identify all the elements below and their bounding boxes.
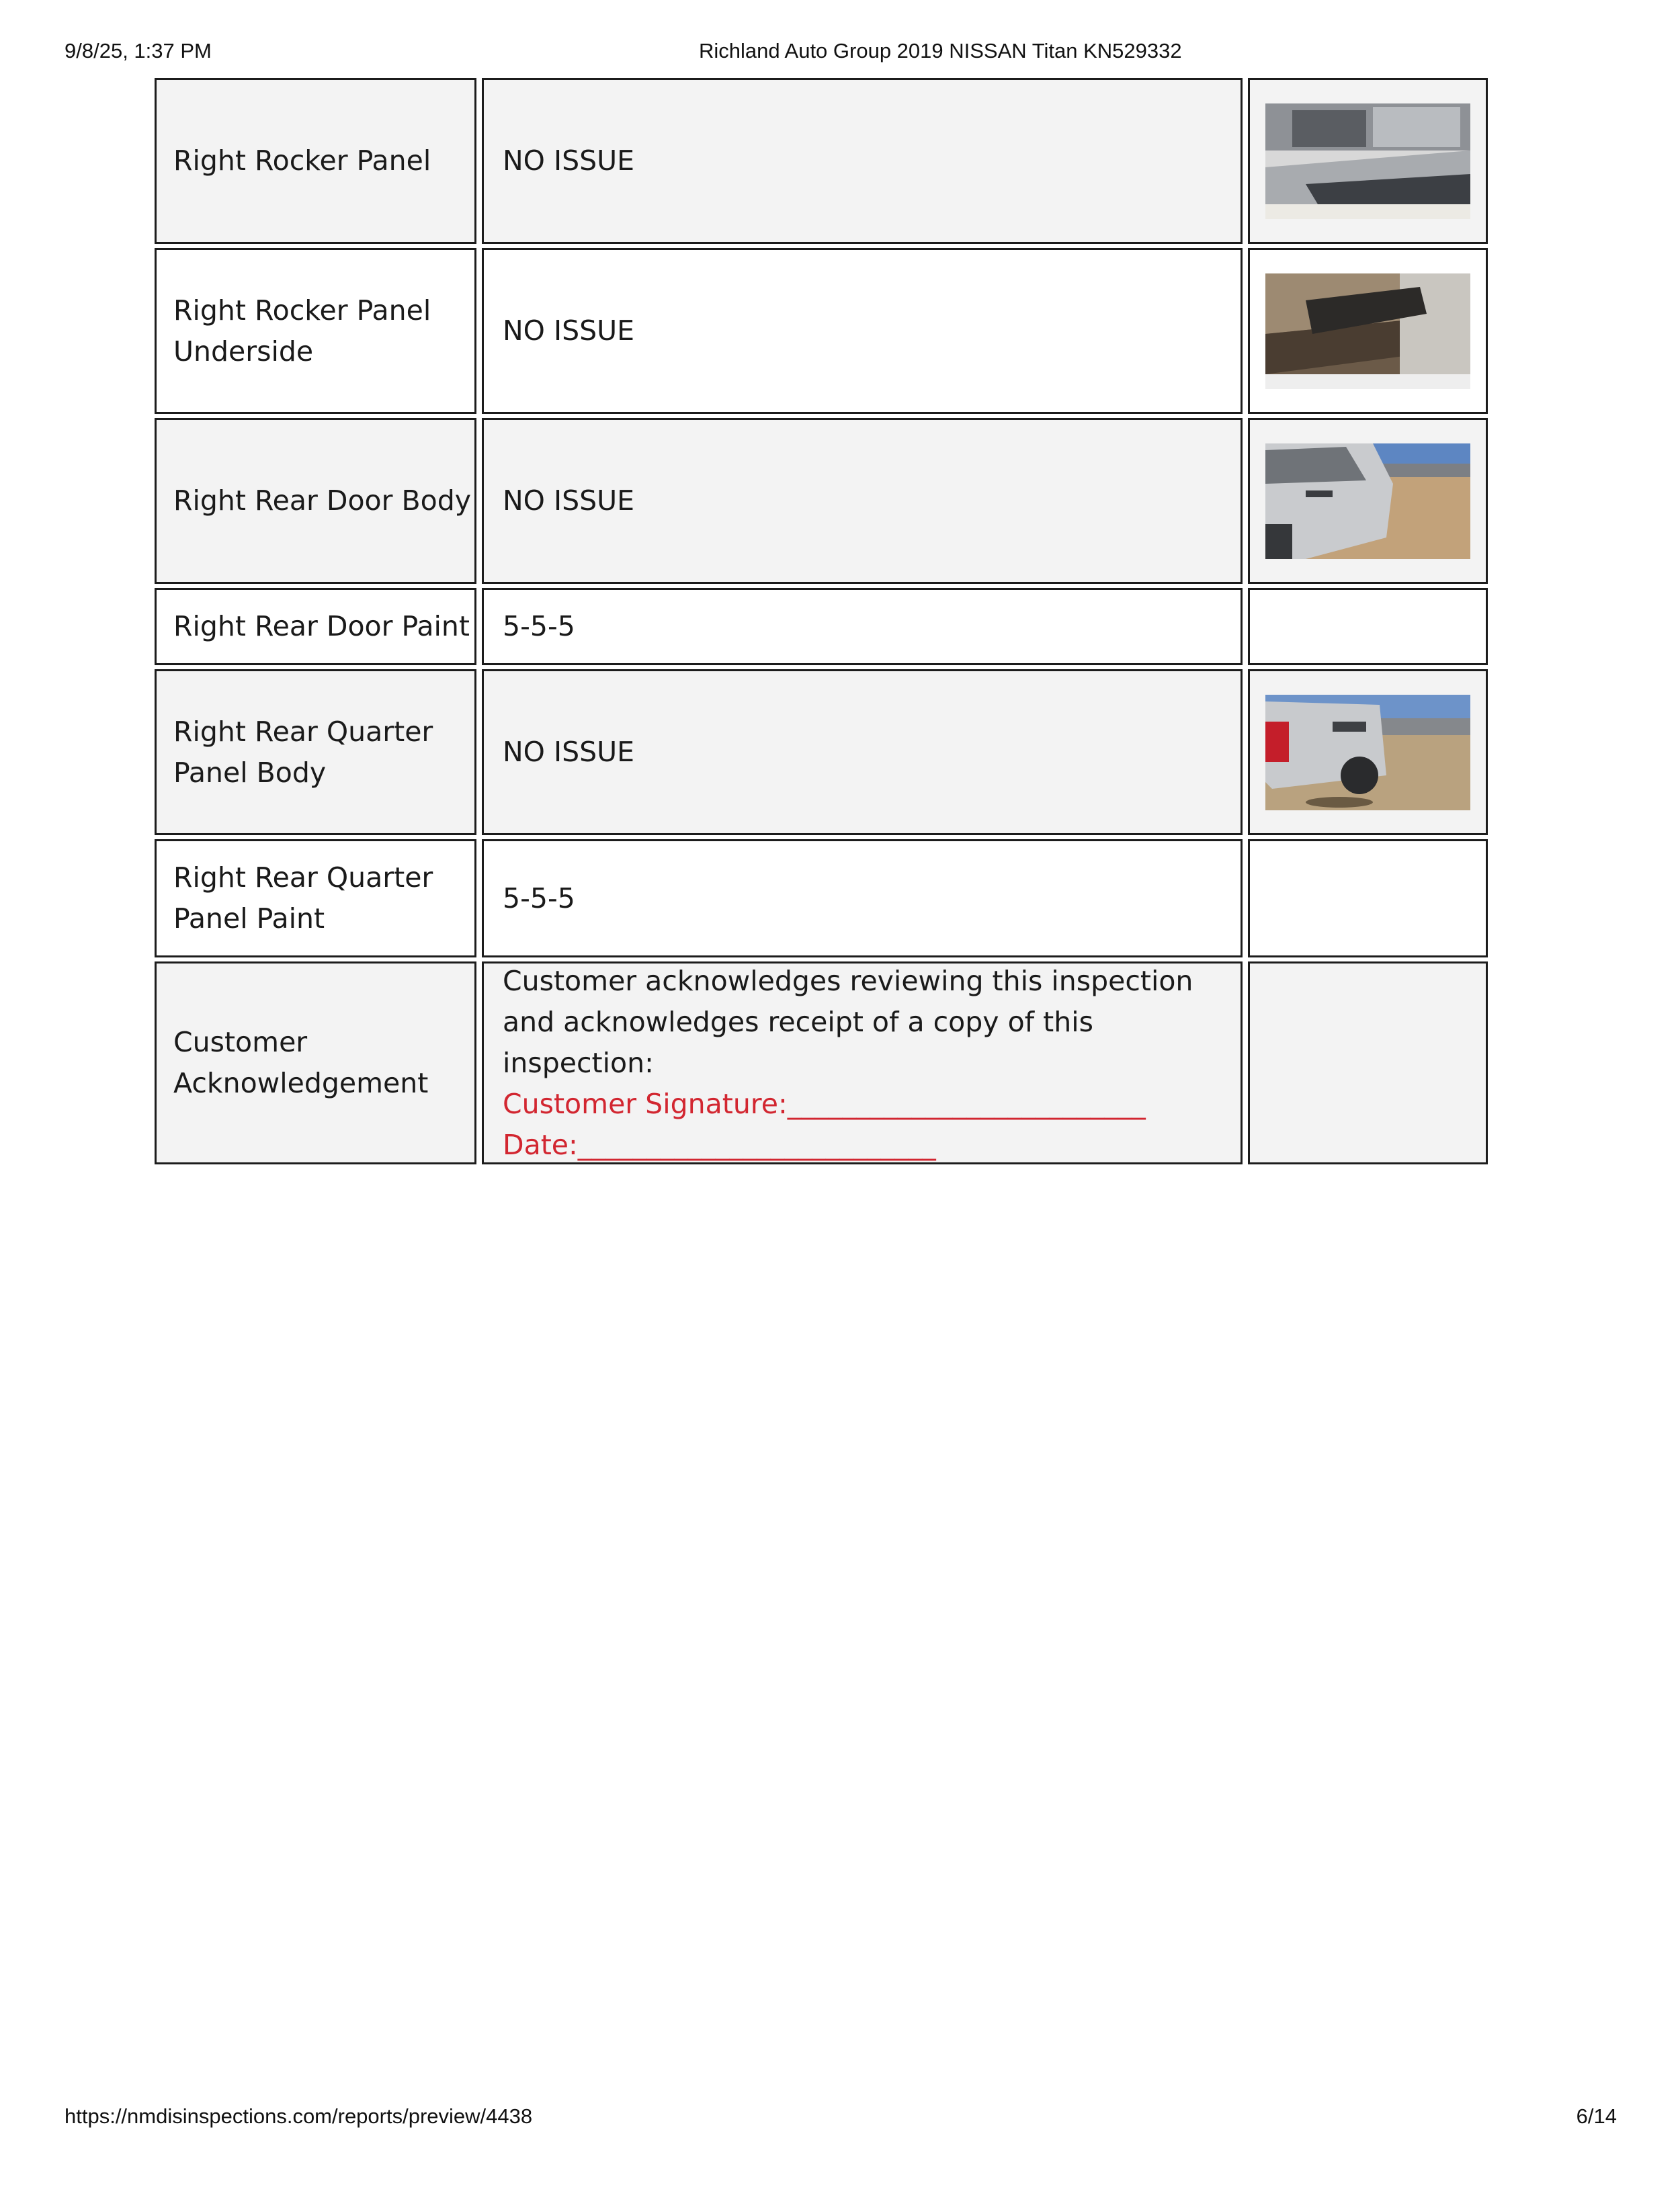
item-name-cell [155, 78, 476, 244]
photo-cell [1248, 588, 1488, 665]
item-name: Customer Acknowledgement [173, 1026, 429, 1099]
table-row [155, 839, 1488, 957]
date-line: Date:__________________________ [503, 1128, 936, 1161]
item-name-cell [155, 248, 476, 414]
item-name: Right Rear Quarter Panel Body [173, 715, 433, 789]
table-row [155, 418, 1488, 584]
page-title: Richland Auto Group 2019 NISSAN Titan KN529332 [699, 39, 1182, 62]
item-name-cell [155, 839, 476, 957]
item-name: Right Rocker Panel [173, 144, 431, 177]
photo-cell [1248, 248, 1488, 414]
status-value: NO ISSUE [503, 484, 635, 517]
print-timestamp: 9/8/25, 1:37 PM [65, 39, 212, 62]
table-row [155, 588, 1488, 665]
status-cell [482, 839, 1243, 957]
item-name: Right Rear Door Paint [173, 610, 470, 642]
status-value: NO ISSUE [503, 314, 635, 347]
photo-cell [1248, 961, 1488, 1164]
acknowledgement-text: Customer acknowledges reviewing this inspection and acknowledges receipt of a copy of this inspection: [503, 964, 1193, 1079]
item-name-cell [155, 669, 476, 835]
status-value: NO ISSUE [503, 144, 635, 177]
status-value: NO ISSUE [503, 736, 635, 768]
status-value: 5-5-5 [503, 882, 575, 914]
status-cell [482, 418, 1243, 584]
status-cell [482, 588, 1243, 665]
item-name: Right Rocker Panel Underside [173, 294, 431, 368]
table-row [155, 78, 1488, 244]
status-cell [482, 669, 1243, 835]
item-name: Right Rear Door Body [173, 484, 472, 517]
photo-quarter-panel-icon[interactable] [1265, 695, 1470, 810]
photo-cell [1248, 418, 1488, 584]
status-value: 5-5-5 [503, 610, 575, 642]
acknowledgement-cell [482, 961, 1243, 1164]
page-number: 6/14 [1576, 2104, 1617, 2128]
page-url: https://nmdisinspections.com/reports/preview/4438 [65, 2104, 533, 2128]
photo-rocker-panel-icon[interactable] [1265, 103, 1470, 219]
item-name-cell [155, 588, 476, 665]
photo-rear-door-icon[interactable] [1265, 443, 1470, 559]
item-name-cell [155, 418, 476, 584]
table-row [155, 961, 1488, 1164]
photo-cell [1248, 669, 1488, 835]
item-name: Right Rear Quarter Panel Paint [173, 861, 433, 935]
table-row [155, 669, 1488, 835]
status-cell [482, 78, 1243, 244]
photo-cell [1248, 839, 1488, 957]
photo-rocker-underside-icon[interactable] [1265, 273, 1470, 389]
table-row [155, 248, 1488, 414]
status-cell [482, 248, 1243, 414]
item-name-cell [155, 961, 476, 1164]
signature-line: Customer Signature:__________________________ [503, 1087, 1146, 1120]
photo-cell [1248, 78, 1488, 244]
